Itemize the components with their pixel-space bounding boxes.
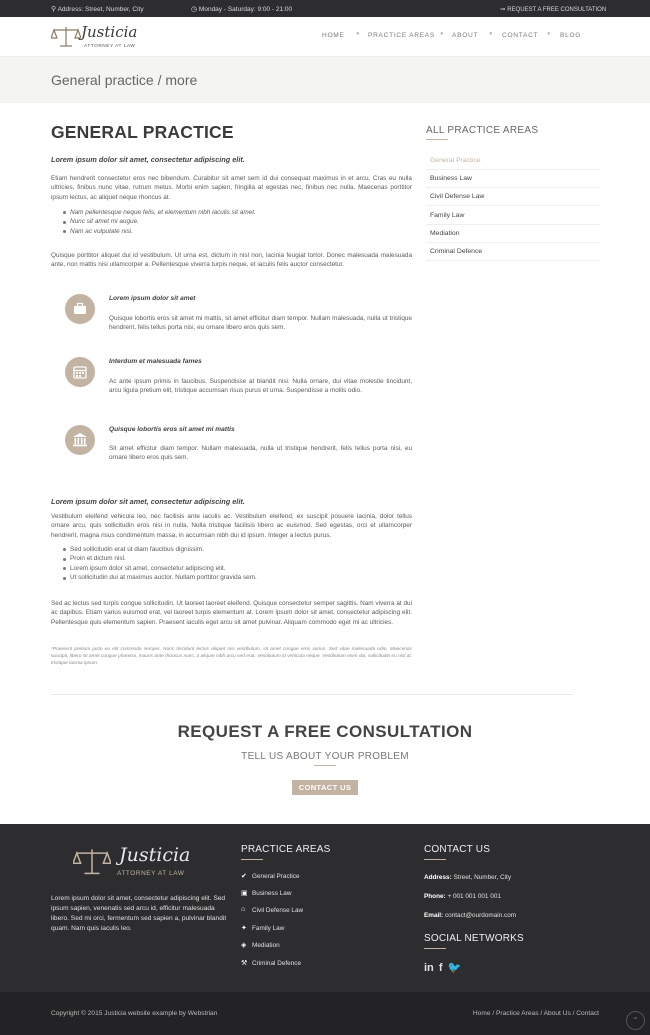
list-item: Nunc sit amet mi augue. <box>70 217 256 226</box>
footer-about-text: Lorem ipsum dolor sit amet, consectetur adipiscing elit. Sed ipsum sapien, venenatis sed arcu id, efficitur malesuada libero. Sed mi orci, fermentum sed sapien a, pulvinar blandit quam. Nam quis iaculis leo. <box>51 895 227 932</box>
paragraph: Sed ac lectus sed turpis congue sollicitudin. Ut laoreet laoreet eleifend. Quisque consectetur semper sagittis. Nam viverra at dui ac dapibus. Etiam varius euismod erat, vel laoreet turpis elementum at. Lorem ipsum dolor sit amet, consectetur adipiscing elit. Pellentesque quis elementum sapien. Praesent iaculis eget arcu sit amet pulvinar. Aliquam commodo eget mi ac ultricies. <box>51 600 412 626</box>
chevron-up-icon: ⌃ <box>632 1016 639 1025</box>
sidebar-item-family-law[interactable]: Family Law <box>426 207 600 225</box>
top-bar <box>0 0 650 17</box>
hours-info: ◷ Monday - Saturday: 9:00 - 21:00 <box>191 6 293 13</box>
bank-icon <box>65 425 95 455</box>
footer-nav-links[interactable]: Home / Practice Areas / About Us / Contact <box>472 1010 599 1017</box>
paragraph: Vestibulum eleifend vehicula leo, nec facilisis ante iaculis ac. Vestibulum eleifend, ex suscipit posuere lacinia, dolor tellus ornare arcu, quis sollicitudin eros nisi in nulla. Nulla tristique facilisis libero ac euismod. Sed egestas, orci et ullamcorper hendrerit, magna risus condimentum massa, in accumsan nibh dui id ipsum. Integer a lectus purus. <box>51 513 412 539</box>
calendar-icon <box>65 357 95 387</box>
logo[interactable] <box>51 22 141 52</box>
footer-contact-title: CONTACT US <box>424 844 491 855</box>
footer-title-underline <box>424 859 446 860</box>
list-item: Lorem ipsum dolor sit amet, consectetur adipiscing elit. <box>70 564 257 573</box>
content-heading: GENERAL PRACTICE <box>51 122 234 142</box>
list-item: Sed sollicitudin erat ut diam faucibus dignissim. <box>70 545 257 554</box>
bullet-list <box>70 208 256 236</box>
footer-logo[interactable] <box>73 842 193 882</box>
shield-icon: ◈ <box>241 942 247 949</box>
cta-subtitle: TELL US ABOUT YOUR PROBLEM <box>241 751 409 762</box>
footer-social-title: SOCIAL NETWORKS <box>424 933 524 944</box>
feature-icon-circle <box>65 425 95 455</box>
sidebar-title-underline <box>426 139 448 140</box>
scroll-top-button[interactable] <box>626 1011 645 1030</box>
twitter-icon[interactable]: 🐦 <box>447 962 462 974</box>
nav-home[interactable]: HOME <box>322 32 345 39</box>
bullet-list <box>70 545 257 583</box>
nav-separator: ● <box>356 31 360 37</box>
request-consultation-link[interactable]: ➞ REQUEST A FREE CONSULTATION <box>500 6 607 13</box>
briefcase-icon <box>65 294 95 324</box>
feature-text: Quisque lobortis eros sit amet mi mattis, sit amet efficitur diam tempor. Nullam malesuada, nulla ut tristique hendrerit, felis tellus porta nisi, eu ornare libero eros quis sem. <box>109 315 412 332</box>
feature-icon-circle <box>65 294 95 324</box>
gavel-icon: ⚒ <box>241 960 248 967</box>
divider <box>51 694 573 695</box>
facebook-icon[interactable]: f <box>438 962 443 974</box>
feature-title: Quisque lobortis eros sit amet mi mattis <box>109 426 235 433</box>
bank-icon: ⌂ <box>241 906 246 913</box>
lead-text: Lorem ipsum dolor sit amet, consectetur adipiscing elit. <box>51 497 245 506</box>
nav-separator: ● <box>547 31 551 37</box>
sidebar-item-business-law[interactable]: Business Law <box>426 170 600 188</box>
feature-title: Lorem ipsum dolor sit amet <box>109 295 196 302</box>
feature-text: Sit amet efficitur diam tempor. Nullam malesuada, nulla ut tristique hendrerit, felis tellus porta nisi, eu ornare libero eros quis sem. <box>109 445 412 462</box>
footer-email: Email: contact@ourdomain.com <box>424 912 517 919</box>
family-icon: ✦ <box>241 925 247 932</box>
logo-name: Justicia <box>81 23 138 41</box>
footer-phone: Phone: + 001 001 001 001 <box>424 893 501 900</box>
sidebar-item-general-practice[interactable]: General Practice <box>426 152 600 170</box>
cta-underline <box>314 765 336 766</box>
feature-title: Interdum et malesuada fames <box>109 358 202 365</box>
footer-address: Address: Street, Number, City <box>424 874 512 881</box>
contact-us-button[interactable]: CONTACT US <box>292 780 358 795</box>
footer-title-underline <box>424 948 446 949</box>
arrow-right-icon: ➞ <box>500 6 506 13</box>
lead-text: Lorem ipsum dolor sit amet, consectetur adipiscing elit. <box>51 155 245 164</box>
linkedin-icon[interactable]: in <box>424 962 434 974</box>
page-title: General practice / more <box>51 72 198 88</box>
scales-icon <box>73 844 111 880</box>
nav-separator: ● <box>489 31 493 37</box>
scales-icon <box>51 24 81 50</box>
clock-icon: ◷ <box>191 6 198 13</box>
nav-separator: ● <box>440 31 444 37</box>
footer-practice-title: PRACTICE AREAS <box>241 844 331 855</box>
copyright-text: Copyright © 2015 Justicia website example by Webstrian <box>51 1010 218 1017</box>
paragraph: Etiam hendrerit consectetur eros nec bibendum. Curabitur sit amet sem id dui consequat maximus in et arcu. Cras eu nulla ultricies, finibus nunc vitae, rutrum metus. Morbi enim sapien, fringilla at egestas nec, finibus nec nulla. Maecenas porttitor ipsum lectus, ac aliquet neque rhoncus at. <box>51 175 412 201</box>
social-links <box>424 961 461 974</box>
sidebar-item-mediation[interactable]: Mediation <box>426 225 600 243</box>
list-item: Nam pellentesque neque felis, et elementum nibh iaculis sit amet. <box>70 209 256 216</box>
sidebar-title: ALL PRACTICE AREAS <box>426 125 539 136</box>
sidebar-item-criminal-defence[interactable]: Criminal Defence <box>426 243 600 261</box>
logo-tagline: ATTORNEY AT LAW <box>117 870 185 877</box>
check-icon: ✔ <box>241 873 247 880</box>
map-marker-icon: ⚲ <box>51 6 57 13</box>
sidebar-item-civil-defense-law[interactable]: Civil Defense Law <box>426 188 600 206</box>
feature-text: Ac ante ipsum primis in faucibus. Suspendisse at blandit nisi. Nulla ornare, dui vitae molestie tincidunt, arcu ligula pretium elit, tristique accumsan risus purus et urna. Suspendisse a mollis odio. <box>109 378 412 395</box>
address-info: ⚲ Address: Street, Number, City <box>51 6 144 13</box>
list-item: Proin et dictum nisl. <box>70 554 257 563</box>
footer-title-underline <box>241 859 263 860</box>
cta-title: REQUEST A FREE CONSULTATION <box>177 722 473 741</box>
logo-tagline: ATTORNEY AT LAW <box>84 44 136 49</box>
nav-contact[interactable]: CONTACT <box>502 32 539 39</box>
list-item: Ut sollicitudin dui at maximus auctor. Nullam porttitor gravida sem. <box>70 574 257 582</box>
nav-blog[interactable]: BLOG <box>560 32 582 39</box>
paragraph: Quisque porttitor aliquet dui id vestibulum. Ut urna est, dictum in nisl non, lacinia feugiat tortor. Donec malesuada malesuada ante, non mattis nisi ullamcorper a. Pellentesque viverra turpis neque, et iaculis felis auctor consectetur. <box>51 252 412 269</box>
feature-icon-circle <box>65 357 95 387</box>
nav-practice-areas[interactable]: PRACTICE AREAS <box>368 32 435 39</box>
nav-about[interactable]: ABOUT <box>452 32 479 39</box>
footnote: *Praesent pretium justo eu elit commodo semper. Nunc tincidunt lectus aliquet nisi vestibulum, sit amet congue eros varius. Sed vitae malesuada odio. Maecenas suscipit, libero sit amet congue pharetra, mauris ante rhoncus nunc, a aliquet nibh arcu sed erat. Vestibulum id vehicula neque. Vestibulum enim dui, sollicitudin eu nisl at, tristique lacinia ipsum. <box>51 647 412 666</box>
briefcase-icon: ▣ <box>241 890 248 897</box>
list-item: Nam ac vulputate nisi. <box>70 227 256 236</box>
logo-name: Justicia <box>119 844 191 866</box>
